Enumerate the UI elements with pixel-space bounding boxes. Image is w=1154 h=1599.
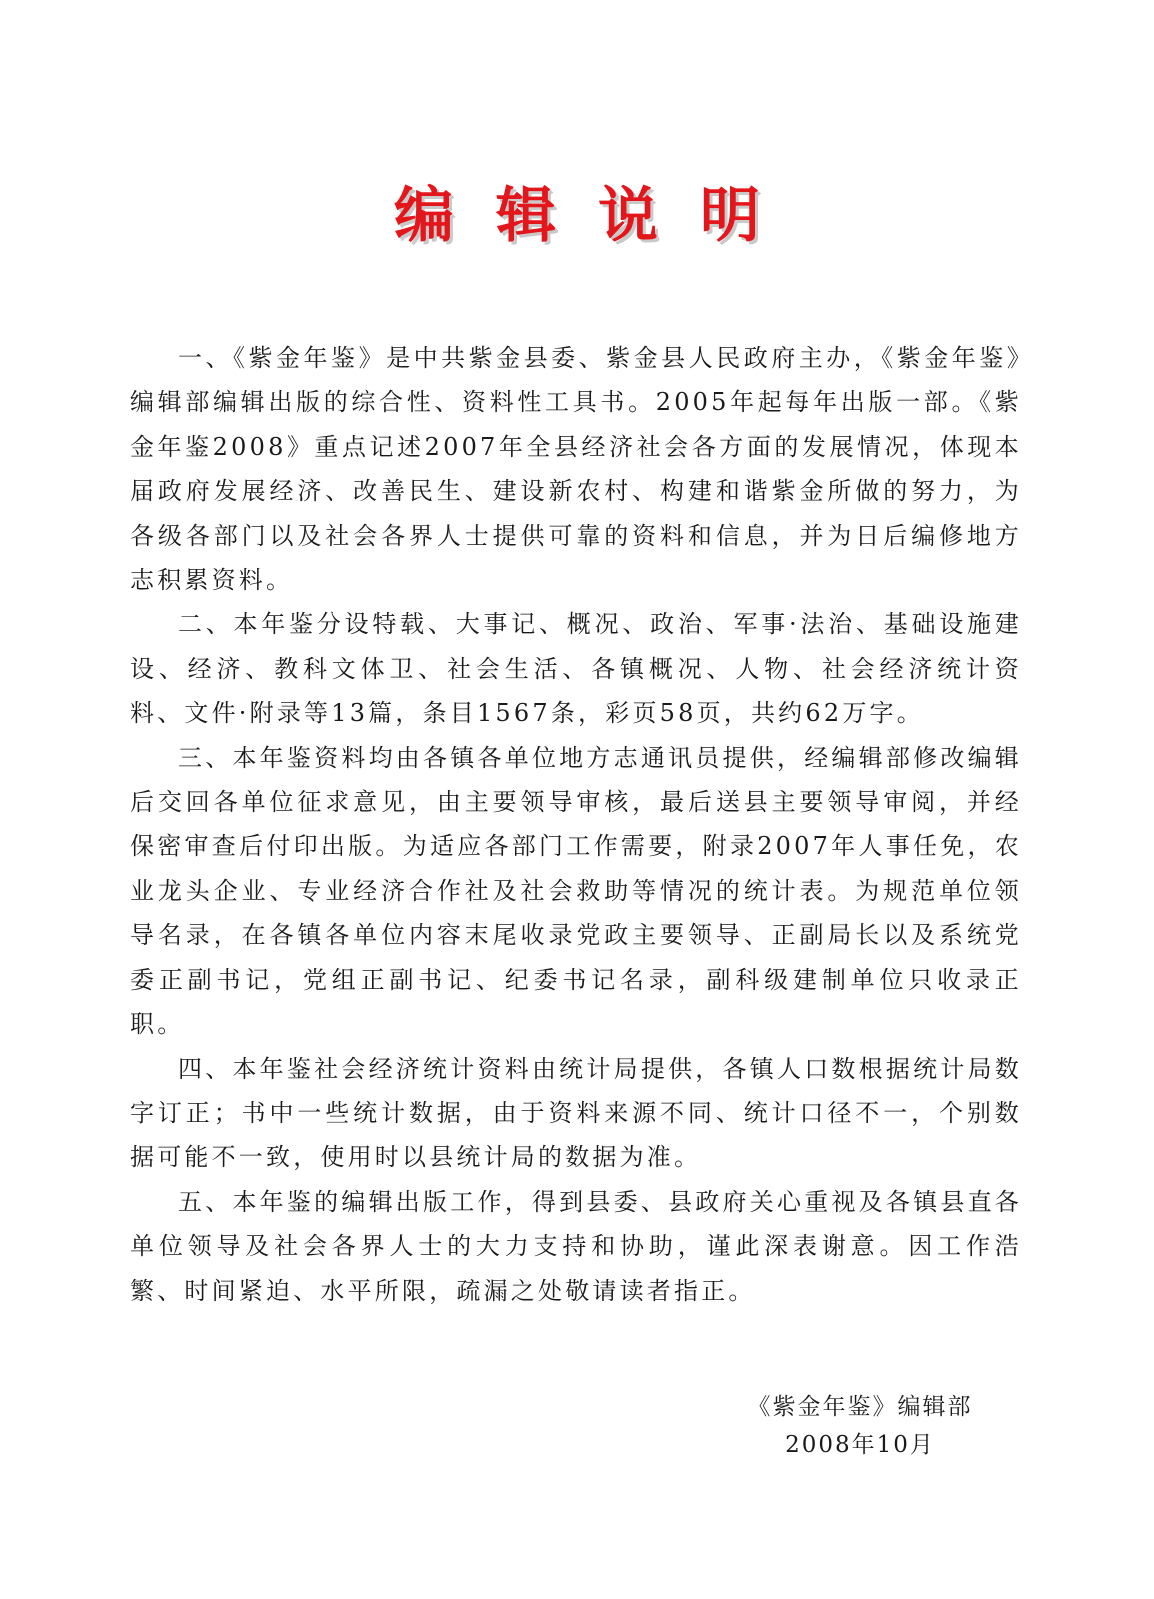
- paragraph-2: 二、本年鉴分设特载、大事记、概况、政治、军事·法治、基础设施建设、经济、教科文体卫、社会生活、各镇概况、人物、社会经济统计资料、文件·附录等13篇，条目1567条，彩页58页，共约62万字。: [130, 610, 1022, 728]
- paragraph-1: 一、《紫金年鉴》是中共紫金县委、紫金县人民政府主办，《紫金年鉴》编辑部编辑出版的综合性、资料性工具书。2005年起每年出版一部。《紫金年鉴2008》重点记述2007年全县经济社会各方面的发展情况，体现本届政府发展经济、改善民生、建设新农村、构建和谐紫金所做的努力，为各级各部门以及社会各界人士提供可靠的资料和信息，并为日后编修地方志积累资料。: [130, 344, 1022, 595]
- signature-date: 2008年10月: [785, 1432, 935, 1458]
- signature-org: 《紫金年鉴》编辑部: [747, 1394, 973, 1420]
- paragraph-5: 五、本年鉴的编辑出版工作，得到县委、县政府关心重视及各镇县直各单位领导及社会各界人士的大力支持和协助，谨此深表谢意。因工作浩繁、时间紧迫、水平所限，疏漏之处敬请读者指正。: [130, 1187, 1022, 1305]
- paragraph-4: 四、本年鉴社会经济统计资料由统计局提供，各镇人口数根据统计局数字订正；书中一些统计数据，由于资料来源不同、统计口径不一，个别数据可能不一致，使用时以县统计局的数据为准。: [130, 1054, 1022, 1172]
- signature-block: [720, 1388, 1000, 1464]
- page-title: 编辑说明: [394, 181, 802, 251]
- paragraph-3: 三、本年鉴资料均由各镇各单位地方志通讯员提供，经编辑部修改编辑后交回各单位征求意见，由主要领导审核，最后送县主要领导审阅，并经保密审查后付印出版。为适应各部门工作需要，附录2007年人事任免，农业龙头企业、专业经济合作社及社会救助等情况的统计表。为规范单位领导名录，在各镇各单位内容末尾收录党政主要领导、正副局长以及系统党委正副书记，党组正副书记、纪委书记名录，副科级建制单位只收录正职。: [130, 743, 1022, 1039]
- document-body: [130, 336, 1022, 1313]
